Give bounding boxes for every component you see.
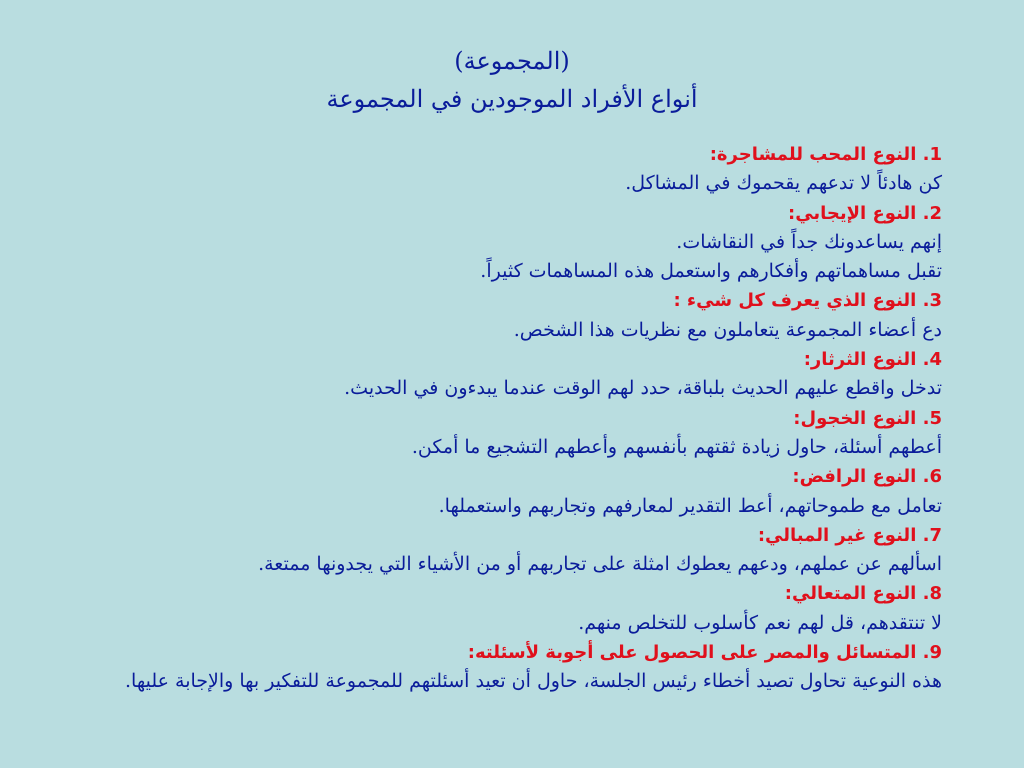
section-heading: 3. النوع الذي يعرف كل شيء :	[673, 290, 942, 312]
section-heading: 1. النوع المحب للمشاجرة:	[709, 144, 942, 165]
section-text: كن هادئاً لا تدعهم يقحموك في المشاكل.	[625, 172, 942, 195]
section-text: دع أعضاء المجموعة يتعاملون مع نظريات هذا الشخص.	[513, 318, 942, 341]
section-text: إنهم يساعدونك جداً في النقاشات.	[676, 230, 942, 253]
section-text: اسألهم عن عملهم، ودعهم يعطوك امثلة على تجاربهم أو من الأشياء التي يجدونها ممتعة.	[258, 553, 942, 576]
section-text: لا تنتقدهم، قل لهم نعم كأسلوب للتخلص منهم.	[578, 611, 942, 634]
section-text: تدخل واقطع عليهم الحديث بلباقة، حدد لهم الوقت عندما يبدءون في الحديث.	[344, 377, 942, 400]
section-heading: 4. النوع الثرثار:	[803, 349, 942, 371]
section-text: تعامل مع طموحاتهم، أعط التقدير لمعارفهم وتجاربهم واستعملها.	[438, 494, 942, 517]
section-heading: 5. النوع الخجول:	[793, 407, 942, 429]
title-block	[0, 42, 1024, 118]
content-list	[62, 140, 942, 697]
section-heading: 6. النوع الرافض:	[792, 466, 942, 488]
section-text: تقبل مساهماتهم وأفكارهم واستعمل هذه المساهمات كثيراً.	[480, 260, 942, 283]
section-heading: 7. النوع غير المبالي:	[757, 524, 942, 546]
section-heading: 2. النوع الإيجابي:	[788, 202, 942, 224]
section-heading: 8. النوع المتعالي:	[784, 583, 942, 605]
section-text: هذه النوعية تحاول تصيد أخطاء رئيس الجلسة، حاول أن تعيد أسئلتهم للمجموعة للتفكير بها والإجابة عليها.	[125, 670, 942, 693]
section-text: أعطهم أسئلة، حاول زيادة ثقتهم بأنفسهم وأعطهم التشجيع ما أمكن.	[411, 435, 942, 458]
slide-subtitle: أنواع الأفراد الموجودين في المجموعة	[326, 85, 698, 113]
section-heading: 9. المتسائل والمصر على الحصول على أجوبة لأسئلته:	[467, 642, 942, 664]
slide-title: (المجموعة)	[454, 47, 570, 75]
